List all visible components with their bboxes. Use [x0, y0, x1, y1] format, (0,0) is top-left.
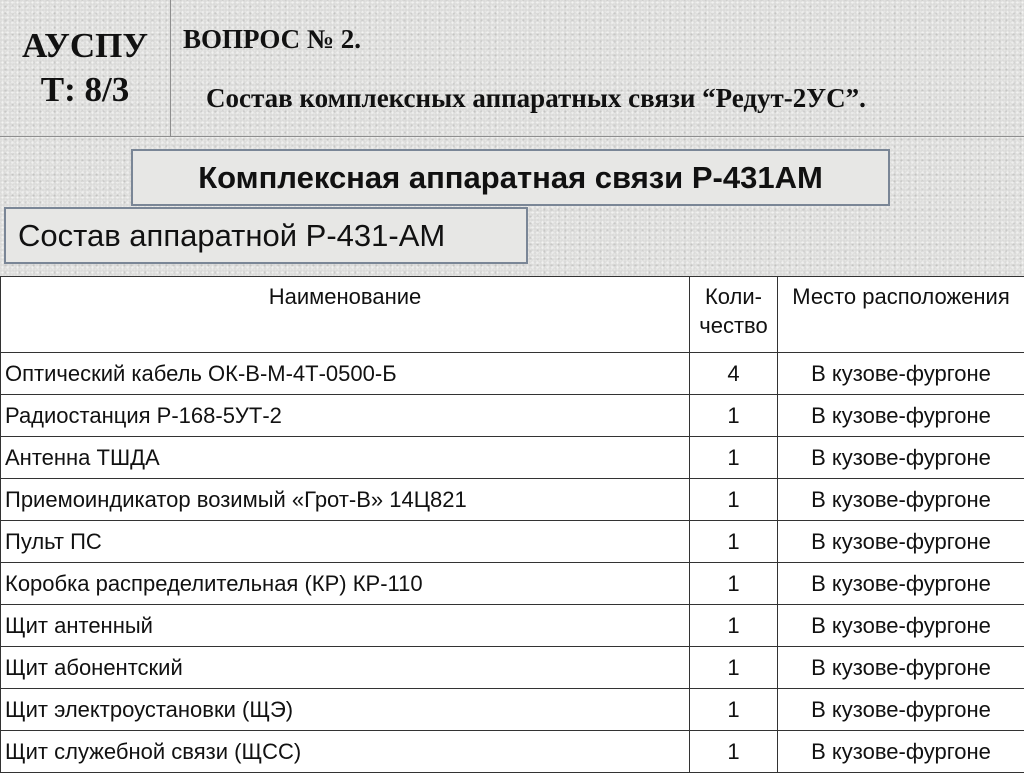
item-location: В кузове-фургоне — [778, 437, 1024, 479]
item-qty: 1 — [690, 395, 778, 437]
table-row — [1, 731, 1024, 773]
item-name: Щит электроустановки (ЩЭ) — [1, 689, 690, 731]
item-qty: 1 — [690, 521, 778, 563]
slide-header — [0, 0, 1024, 137]
table-row — [1, 479, 1024, 521]
equipment-table — [0, 276, 1024, 773]
table-row — [1, 437, 1024, 479]
table-row — [1, 689, 1024, 731]
table-header-row — [1, 277, 1024, 353]
item-qty: 1 — [690, 605, 778, 647]
question-label: ВОПРОС № 2. — [183, 24, 361, 55]
course-code — [0, 0, 171, 136]
column-header-name: Наименование — [1, 277, 690, 353]
item-location: В кузове-фургоне — [778, 563, 1024, 605]
column-header-location: Место расположения — [778, 277, 1024, 353]
table-row — [1, 395, 1024, 437]
item-qty: 1 — [690, 647, 778, 689]
item-qty: 4 — [690, 353, 778, 395]
item-location: В кузове-фургоне — [778, 395, 1024, 437]
item-name: Щит абонентский — [1, 647, 690, 689]
item-name: Пульт ПС — [1, 521, 690, 563]
item-location: В кузове-фургоне — [778, 731, 1024, 773]
item-name: Радиостанция Р-168-5УТ-2 — [1, 395, 690, 437]
table-row — [1, 353, 1024, 395]
question-title: Состав комплексных аппаратных связи “Редут-2УС”. — [206, 83, 866, 114]
item-name: Антенна ТШДА — [1, 437, 690, 479]
item-qty: 1 — [690, 479, 778, 521]
item-name: Оптический кабель ОК-В-М-4Т-0500-Б — [1, 353, 690, 395]
item-qty: 1 — [690, 731, 778, 773]
table-row — [1, 605, 1024, 647]
slide-subtitle: Состав аппаратной Р-431-АМ — [4, 207, 528, 264]
item-location: В кузове-фургоне — [778, 647, 1024, 689]
item-name: Приемоиндикатор возимый «Грот-В» 14Ц821 — [1, 479, 690, 521]
item-location: В кузове-фургоне — [778, 689, 1024, 731]
item-location: В кузове-фургоне — [778, 521, 1024, 563]
item-qty: 1 — [690, 689, 778, 731]
table-row — [1, 521, 1024, 563]
table-row — [1, 647, 1024, 689]
table-row — [1, 563, 1024, 605]
item-name: Щит служебной связи (ЩСС) — [1, 731, 690, 773]
item-qty: 1 — [690, 563, 778, 605]
slide-title: Комплексная аппаратная связи Р-431АМ — [131, 149, 890, 206]
item-location: В кузове-фургоне — [778, 605, 1024, 647]
item-qty: 1 — [690, 437, 778, 479]
item-name: Щит антенный — [1, 605, 690, 647]
course-code-line1: АУСПУ — [22, 24, 148, 68]
column-header-qty: Коли-чество — [690, 277, 778, 353]
item-location: В кузове-фургоне — [778, 479, 1024, 521]
item-location: В кузове-фургоне — [778, 353, 1024, 395]
item-name: Коробка распределительная (КР) КР-110 — [1, 563, 690, 605]
course-code-line2: Т: 8/3 — [41, 68, 129, 112]
